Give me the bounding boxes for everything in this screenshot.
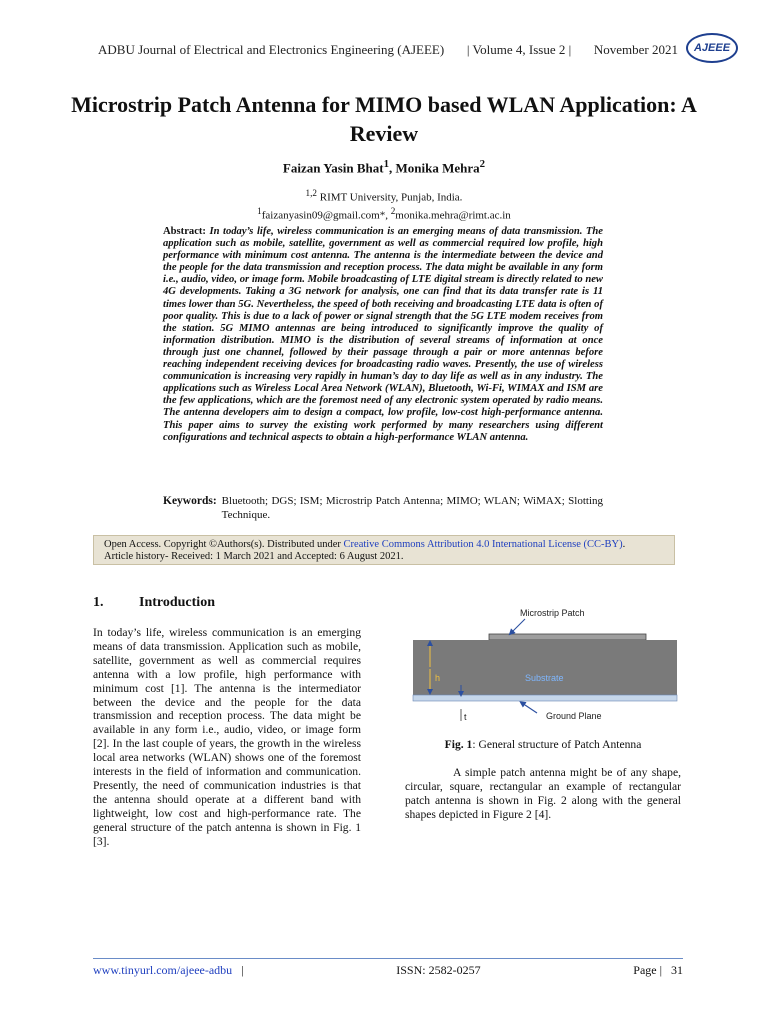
author-list — [0, 158, 768, 176]
keywords-text: Bluetooth; DGS; ISM; Microstrip Patch Antenna; MIMO; WLAN; WiMAX; Slotting Technique. — [221, 495, 603, 521]
page-label: Page | — [633, 963, 662, 977]
volume-issue: | Volume 4, Issue 2 | — [466, 42, 572, 57]
patch-arrow — [511, 619, 525, 633]
license-link[interactable]: Creative Commons Attribution 4.0 International License (CC-BY) — [343, 539, 623, 550]
footer-page — [633, 963, 683, 978]
substrate-block — [413, 640, 677, 695]
copyright-suffix: . — [622, 539, 626, 550]
email-2[interactable]: monika.mehra@rimt.ac.in — [395, 209, 511, 222]
page-number: 31 — [671, 963, 683, 977]
page-footer — [93, 963, 683, 978]
logo-text: AJEEE — [693, 42, 731, 54]
section-heading — [93, 595, 215, 611]
figure-patch-antenna — [405, 603, 681, 725]
ground-plane — [413, 695, 677, 701]
right-column-paragraph: A simple patch antenna might be of any shape, circular, square, rectangular an example of rectangular patch antenna is shown in Fig. 2 along with the general shapes depicted in Figure 2 [4]. — [405, 766, 681, 821]
ground-arrow — [522, 703, 537, 713]
caption-label: Fig. 1 — [444, 738, 473, 751]
author-2: Monika Mehra — [395, 160, 480, 176]
intro-paragraph: In today’s life, wireless communication is an emerging means of data transmission. Application such as mobile, satellite, government as well as commercial requires antenna with a low profile, high performance with minimum cost [1]. The antenna is the intermediator between the device and the people for the data transmission and reception process. The data might be available in any form i.e., audio, video, or image form [2]. In the last couple of years, the growth in the wireless local area networks (WLAN) shows one of the foremost interests in the field of information and communication. Presently, the need of communication industries is that the antenna should operate at a different band with lightweight, low cost and high-performance rate. The general structure of the patch antenna is shown in Fig. 1 [3]. — [93, 626, 361, 848]
keywords-label: Keywords: — [163, 495, 217, 507]
footer-issn: ISSN: 2582-0257 — [396, 963, 481, 977]
author-1-sup: 1 — [383, 158, 389, 170]
journal-header — [98, 42, 678, 58]
caption-text: : General structure of Patch Antenna — [472, 738, 642, 751]
h-label: h — [435, 673, 441, 683]
paper-title: Microstrip Patch Antenna for MIMO based WLAN Application: A Review — [71, 92, 697, 146]
footer-left — [93, 963, 244, 978]
author-1: Faizan Yasin Bhat — [282, 160, 384, 176]
issue-date: November 2021 — [593, 42, 678, 57]
abstract-label: Abstract: — [163, 226, 206, 237]
footer-url[interactable]: www.tinyurl.com/ajeee-adbu — [93, 963, 233, 977]
figure-caption — [405, 738, 681, 751]
institution-line — [0, 187, 768, 205]
journal-name: ADBU Journal of Electrical and Electronics Engineering (AJEEE) — [98, 42, 445, 57]
section-title: Introduction — [139, 595, 215, 610]
email-1[interactable]: faizanyasin09@gmail.com*, — [261, 209, 391, 222]
institution: RIMT University, Punjab, India. — [317, 191, 463, 204]
t-label: t — [464, 712, 467, 722]
email-2-sup: 2 — [390, 205, 396, 216]
copyright-prefix: Open Access. Copyright ©Authors(s). Distributed under — [104, 539, 344, 550]
abstract-text: In today’s life, wireless communication is an emerging means of data transmission. The application such as mobile, satellite, government as well as commercial required low profile, high performance with minimum cost antenna. The antenna is the intermediate between the device and the people for the data transmission and reception process. The data might be available in any form i.e., audio, video, or image form. Mobile broadcasting of LTE digital stream is directly related to new 4G developments. Taking a 3G network for analysis, one can find that its data transfer rate is 11 times lower than 5G. Nevertheless, the speed of both receiving and broadcasting LTE data is often of poor quality. This is due to a lack of power or signal strength that the 5G LTE modem receives from the station. 5G MIMO antennas are being introduced to significantly improve the quality of information distribution. MIMO is the distribution of several streams of information at once through just one channel, followed by their passage through a pair or more antennas before reaching independent receiving devices for broadcasting radio waves. Presently, the use of wireless communication is increasing very rapidly in human’s day to day life as well as in any industry. The applications such as Wireless Local Area Network (WLAN), Bluetooth, Wi-Fi, WIMAX and ISM are the few applications, which are the foremost need of any electronic system operated by radio means. The antenna developers aim to design a compact, low profile, low-cost high-performance antenna. This paper aims to survey the existing work performed by many researchers using different configurations and technical aspects to obtain a high-performance WLAN antenna. — [163, 226, 603, 443]
author-separator: , — [389, 160, 396, 176]
email-1-sup: 1 — [257, 205, 262, 216]
footer-separator: | — [241, 963, 244, 977]
article-history: Article history- Received: 1 March 2021 and Accepted: 6 August 2021. — [104, 551, 404, 562]
microstrip-patch — [489, 634, 646, 640]
open-access-box — [93, 535, 675, 565]
footer-divider — [93, 958, 683, 959]
substrate-label: Substrate — [525, 673, 564, 683]
institution-sup: 1,2 — [305, 188, 317, 198]
abstract — [163, 226, 603, 444]
patch-label: Microstrip Patch — [520, 608, 585, 618]
journal-logo — [686, 33, 738, 63]
author-2-sup: 2 — [479, 158, 486, 170]
affiliation — [0, 187, 768, 222]
email-line — [0, 205, 768, 223]
copyright-line — [104, 539, 664, 551]
figure-svg — [405, 603, 681, 725]
keywords — [163, 494, 603, 522]
ground-label: Ground Plane — [546, 711, 602, 721]
section-number: 1. — [93, 595, 104, 610]
